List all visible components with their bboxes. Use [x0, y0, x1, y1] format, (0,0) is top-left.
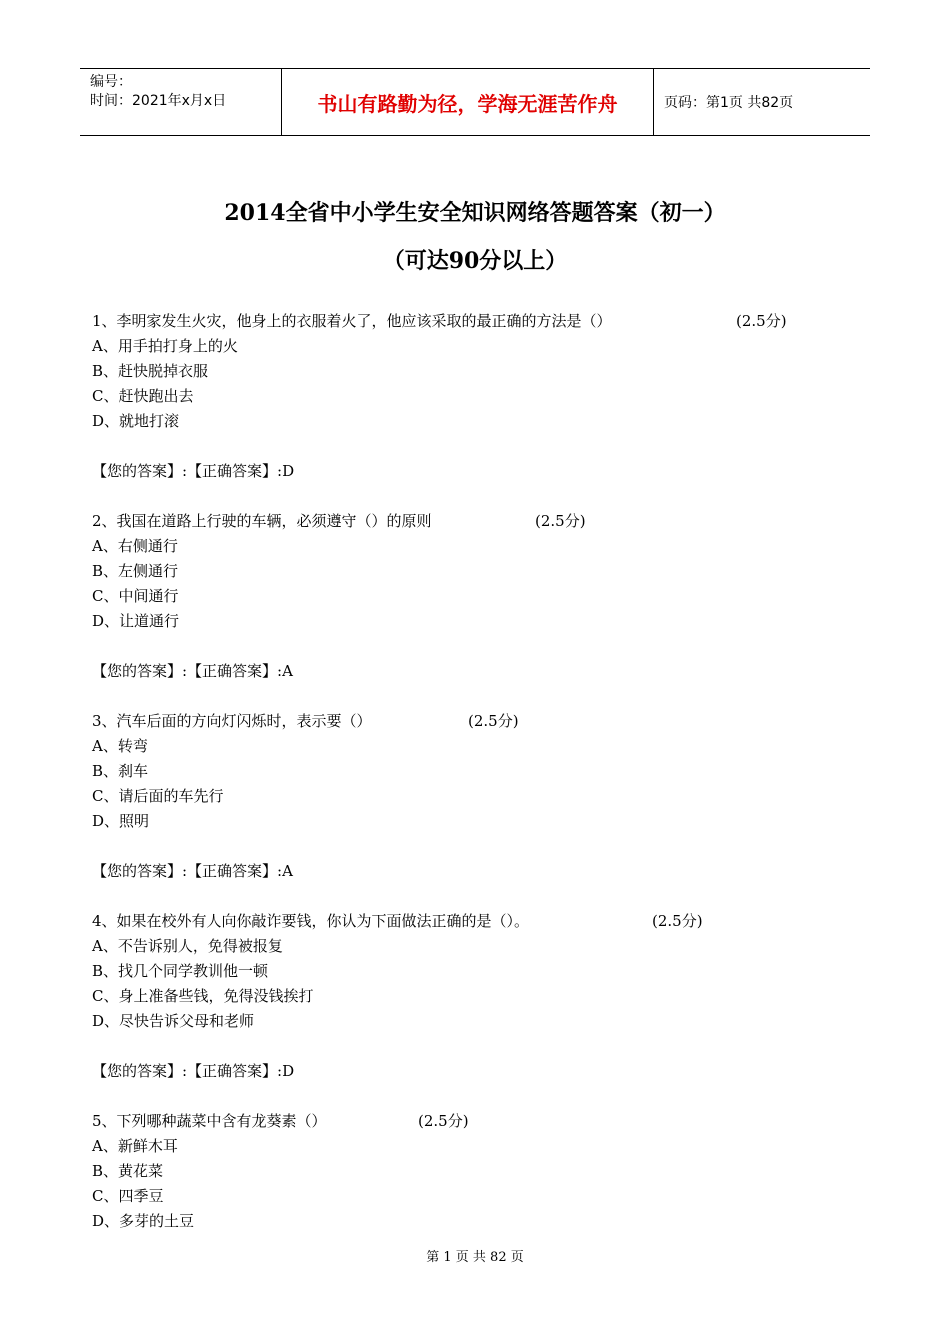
- answer-line: 【您的答案】:【正确答案】:A: [92, 862, 293, 880]
- option-c: C、赶快跑出去: [92, 387, 194, 405]
- question-5: [92, 1109, 872, 1234]
- question-text: 1、李明家发生火灾，他身上的衣服着火了，他应该采取的最正确的方法是（）: [92, 312, 612, 330]
- answer-line: 【您的答案】:【正确答案】:D: [92, 1062, 295, 1080]
- option-c: C、身上准备些钱，免得没钱挨打: [92, 987, 314, 1005]
- page-footer: 第 1 页 共 82 页: [426, 1250, 524, 1265]
- option-a: A、不告诉别人，免得被报复: [92, 937, 283, 955]
- number-label: 编号：: [90, 74, 132, 90]
- header-meta: [80, 69, 282, 135]
- time-label: 时间：2021年x月x日: [90, 93, 227, 109]
- option-b: B、找几个同学教训他一顿: [92, 962, 269, 980]
- option-a: A、新鲜木耳: [92, 1137, 178, 1155]
- option-a: A、右侧通行: [92, 537, 178, 555]
- question-score: (2.5分): [535, 512, 586, 530]
- option-d: D、就地打滚: [92, 412, 180, 430]
- question-3: [92, 709, 872, 884]
- page-header: [80, 68, 870, 136]
- document-subtitle: （可达90分以上）: [382, 248, 568, 274]
- option-b: B、左侧通行: [92, 562, 179, 580]
- option-b: B、刹车: [92, 762, 149, 780]
- option-b: B、黄花菜: [92, 1162, 164, 1180]
- question-text: 5、下列哪种蔬菜中含有龙葵素（）: [92, 1112, 327, 1130]
- question-score: (2.5分): [468, 712, 519, 730]
- option-d: D、尽快告诉父母和老师: [92, 1012, 255, 1030]
- option-c: C、四季豆: [92, 1187, 164, 1205]
- question-text: 4、如果在校外有人向你敲诈要钱，你认为下面做法正确的是（）。: [92, 912, 530, 930]
- question-score: (2.5分): [652, 912, 703, 930]
- answer-line: 【您的答案】:【正确答案】:A: [92, 662, 293, 680]
- question-text: 2、我国在道路上行驶的车辆，必须遵守（）的原则: [92, 512, 432, 530]
- question-list: [92, 309, 872, 1234]
- header-motto: 书山有路勤为径，学海无涯苦作舟: [282, 69, 654, 135]
- question-2: [92, 509, 872, 684]
- option-c: C、中间通行: [92, 587, 179, 605]
- option-a: A、转弯: [92, 737, 148, 755]
- question-4: [92, 909, 872, 1084]
- option-d: D、让道通行: [92, 612, 180, 630]
- option-d: D、照明: [92, 812, 150, 830]
- question-score: (2.5分): [418, 1112, 469, 1130]
- question-text: 3、汽车后面的方向灯闪烁时，表示要（）: [92, 712, 372, 730]
- option-c: C、请后面的车先行: [92, 787, 224, 805]
- question-score: (2.5分): [736, 312, 787, 330]
- option-b: B、赶快脱掉衣服: [92, 362, 209, 380]
- header-page-info: 页码：第1页 共82页: [664, 95, 794, 111]
- option-a: A、用手拍打身上的火: [92, 337, 238, 355]
- option-d: D、多芽的土豆: [92, 1212, 195, 1230]
- document-title: 2014全省中小学生安全知识网络答题答案（初一）: [224, 200, 726, 226]
- question-1: [92, 309, 872, 484]
- answer-line: 【您的答案】:【正确答案】:D: [92, 462, 295, 480]
